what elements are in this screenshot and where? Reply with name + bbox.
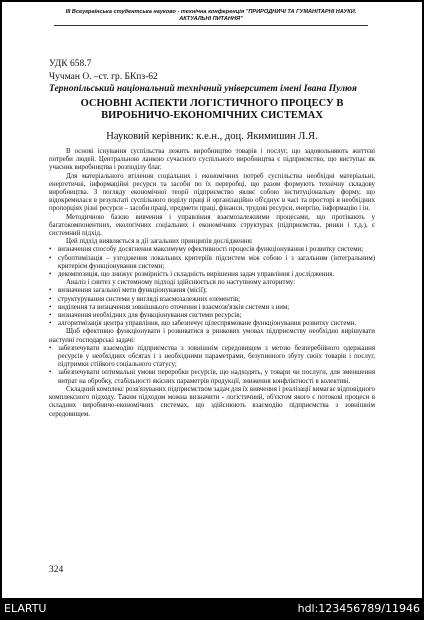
principles-list [49, 246, 375, 279]
list-item: • алгоритмізація центра управління, що забезпечує цілеспрямоване функціонування розвитку системи. [49, 320, 357, 328]
bullet-icon: • [49, 295, 52, 303]
bullet-icon: • [49, 254, 52, 262]
list-item: • визначення необхідних для функціонування системи ресурсів; [49, 312, 242, 320]
list-item: • визначення загальної мети функціонування (місії); [49, 287, 207, 295]
document-page [2, 2, 422, 598]
list-item: • виділення та визначення зовнішнього оточення і взаємозв'язків системи з ним; [49, 303, 290, 311]
algorithm-list [49, 287, 375, 328]
list-item: • декомпозиція, що знижує розмірність і складність вирішення задач управління і дослідження. [49, 271, 335, 279]
bullet-icon: • [49, 312, 52, 320]
handle-id: hdl:123456789/11946 [297, 602, 420, 615]
paragraph: Для матеріального втілення соціальних і економічних потреб суспільства необхідні матеріальні, енергетичні, інформаційні ресурси та засоби по їх переробці, що разом формують технічну складову виробництва. З погляду економічної теорії підприємство являє собою інституціональну форму, що відокремилася в результаті суспільного поділу праці й організаційно об'єднує в часі та просторі в необхідних пропорціях різні ресурси – засоби праці, предмети праці, фінанси, трудові ресурси, енергію, інформацію і ін. [49, 172, 375, 213]
list-item: • визначення способу досягнення максимуму ефективності процесів функціонування і розвитку системи; [49, 246, 364, 254]
conference-header: III Всеукраїнська студентська науково - технічна конференція "ПРИРОДНИЧІ ТА ГУМАНІТАРНІ НАУКИ. АКТУАЛЬНІ ПИТАННЯ" [54, 9, 368, 26]
paragraph: Методичною базою вивчення і управління взаємозалежними процесами, що протікають у багатокомпонентних, екологічних соціальних і економічних структурах (підприємства, ринки і т.д.), є системний підхід. [49, 213, 375, 238]
bullet-icon: • [49, 320, 52, 328]
article-body [49, 148, 375, 419]
list-item: • субоптимізація – узгодження локальних критеріїв підсистем між собою і з загальним (інтегральним) критерієм функціонування системи; [49, 254, 375, 270]
bullet-icon: • [49, 287, 52, 295]
bullet-icon: • [49, 271, 52, 279]
scientific-supervisor: Науковий керівник: к.е.н., доц. Якимишин Л.Я. [106, 131, 318, 142]
bullet-icon: • [49, 303, 52, 311]
list-item: • забезпечувати взаємодію підприємства з зовнішнім середовищем з метою безперебійного одержання ресурсів у необхідних обсягах і з необхідними параметрами, безупинного збуту своїх товарів і послуг, підтримки стійкого соціального статусу; [49, 344, 375, 369]
list-item: • забезпечувати оптимальні умови переробки ресурсів, що надходять, у товари чи послуги, для зменшення витрат на обробку, стабільності якісних параметрів продукції, зниження конфліктності в колективі. [49, 369, 375, 385]
tasks-list [49, 345, 375, 386]
paragraph: Щоб ефективно функціонувати і розвиватися в ринкових умовах підприємству необхідно вирішувати наступні господарські задачі: [49, 328, 375, 344]
affiliation: Тернопільський національний технічний університет імені Івана Пулюя [49, 84, 357, 94]
bullet-icon: • [49, 246, 52, 254]
author-line: Чучман О. –ст. гр. БКпз-62 [49, 72, 158, 82]
paragraph: Цей підхід виявляється в дії загальних принципів дослідження: [66, 238, 253, 246]
bullet-icon: • [49, 344, 52, 352]
paragraph: В основі існування суспільства лежить виробництво товарів і послуг, що задовольняють життєві потреби людей. Центральною ланкою сучасного суспільного виробництва є підприємство, що виступає як учасник виробництва і розподілу благ. [49, 148, 375, 172]
repository-name: ELARTU [4, 602, 47, 615]
repository-footer [0, 598, 424, 620]
bullet-icon: • [49, 369, 52, 377]
udk-code: УДК 658.7 [49, 59, 92, 69]
paragraph: Складний комплекс розв'язуваних підприємством задач для їх вивчення і реалізації вимагає відповідного комплексного підходу. Таким підходом можна визначити - логістичний, об'єктом якого є потокові процеси в складних виробничо-економічних системах, що здійснюють взаємодію підприємства з зовнішнім середовищем. [49, 385, 375, 418]
list-item: • структурування системи у вигляді взаємозалежних елементів; [49, 295, 241, 303]
article-title: ОСНОВНІ АСПЕКТИ ЛОГІСТИЧНОГО ПРОЦЕСУ В ВИРОБНИЧО-ЕКОНОМІЧНИХ СИСТЕМАХ [80, 98, 344, 121]
page-number: 324 [49, 565, 64, 575]
paragraph: Аналіз і синтез у системному підході здійснюється по наступному алгоритму: [66, 279, 296, 287]
